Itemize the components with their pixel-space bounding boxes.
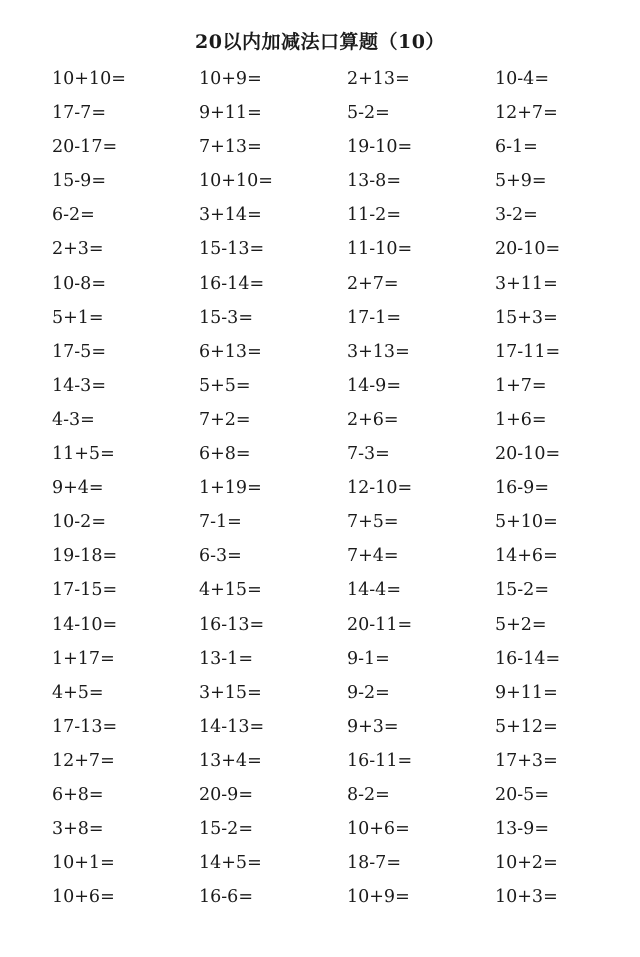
problem-item: 1+17= xyxy=(52,648,115,669)
problem-item: 1+19= xyxy=(199,478,262,499)
problem-grid xyxy=(52,62,612,914)
problem-item: 18-7= xyxy=(347,853,401,874)
problem-item: 1+6= xyxy=(495,409,547,430)
problem-item: 5+10= xyxy=(495,512,558,533)
problem-item: 5-2= xyxy=(347,103,390,124)
problem-item: 10+10= xyxy=(199,171,273,192)
problem-item: 6+8= xyxy=(52,784,104,805)
problem-item: 15-2= xyxy=(495,580,549,601)
problem-item: 16-11= xyxy=(347,750,413,771)
problem-item: 6-1= xyxy=(495,137,538,158)
problem-item: 13-1= xyxy=(199,648,253,669)
problem-item: 17-11= xyxy=(495,341,561,362)
problem-item: 17-1= xyxy=(347,307,401,328)
problem-item: 3+14= xyxy=(199,205,262,226)
problem-item: 17+3= xyxy=(495,750,558,771)
problem-item: 8-2= xyxy=(347,784,390,805)
problem-item: 7+13= xyxy=(199,137,262,158)
problem-item: 2+7= xyxy=(347,273,399,294)
problem-item: 9-1= xyxy=(347,648,390,669)
problem-item: 16-9= xyxy=(495,478,549,499)
problem-item: 3+8= xyxy=(52,819,104,840)
problem-item: 3+15= xyxy=(199,682,262,703)
problem-item: 16-14= xyxy=(495,648,561,669)
problem-item: 10-8= xyxy=(52,273,106,294)
problem-item: 2+3= xyxy=(52,239,104,260)
problem-item: 9+3= xyxy=(347,716,399,737)
problem-item: 10-2= xyxy=(52,512,106,533)
problem-item: 11-2= xyxy=(347,205,401,226)
problem-item: 14-13= xyxy=(199,716,265,737)
problem-item: 10+3= xyxy=(495,887,558,908)
problem-item: 3-2= xyxy=(495,205,538,226)
problem-item: 5+12= xyxy=(495,716,558,737)
problem-item: 20-9= xyxy=(199,784,253,805)
problem-item: 9+11= xyxy=(495,682,558,703)
problem-item: 13+4= xyxy=(199,750,262,771)
problem-item: 15-13= xyxy=(199,239,265,260)
problem-item: 9+11= xyxy=(199,103,262,124)
problem-item: 20-11= xyxy=(347,614,413,635)
problem-item: 20-5= xyxy=(495,784,549,805)
problem-item: 11+5= xyxy=(52,444,115,465)
problem-item: 5+9= xyxy=(495,171,547,192)
problem-item: 10+6= xyxy=(347,819,410,840)
problem-item: 3+13= xyxy=(347,341,410,362)
problem-item: 14+5= xyxy=(199,853,262,874)
problem-item: 6+8= xyxy=(199,444,251,465)
problem-item: 15-9= xyxy=(52,171,106,192)
problem-item: 11-10= xyxy=(347,239,413,260)
problem-item: 15-3= xyxy=(199,307,253,328)
problem-item: 6-2= xyxy=(52,205,95,226)
problem-item: 16-14= xyxy=(199,273,265,294)
problem-item: 14-4= xyxy=(347,580,401,601)
problem-item: 7-3= xyxy=(347,444,390,465)
problem-item: 4+5= xyxy=(52,682,104,703)
problem-item: 1+7= xyxy=(495,375,547,396)
problem-item: 12+7= xyxy=(52,750,115,771)
problem-item: 6+13= xyxy=(199,341,262,362)
problem-item: 17-5= xyxy=(52,341,106,362)
problem-item: 7+5= xyxy=(347,512,399,533)
problem-item: 10+10= xyxy=(52,69,126,89)
problem-item: 10+9= xyxy=(347,887,410,908)
problem-item: 15-2= xyxy=(199,819,253,840)
problem-item: 10+2= xyxy=(495,853,558,874)
problem-item: 20-10= xyxy=(495,239,561,260)
problem-item: 10-4= xyxy=(495,69,549,89)
problem-item: 9-2= xyxy=(347,682,390,703)
problem-item: 2+13= xyxy=(347,69,410,89)
worksheet-title: 20以内加减法口算题（10） xyxy=(195,31,445,53)
problem-item: 17-13= xyxy=(52,716,118,737)
problem-item: 19-18= xyxy=(52,546,118,567)
problem-item: 14+6= xyxy=(495,546,558,567)
problem-item: 7+4= xyxy=(347,546,399,567)
problem-item: 14-9= xyxy=(347,375,401,396)
problem-item: 19-10= xyxy=(347,137,413,158)
problem-item: 6-3= xyxy=(199,546,242,567)
problem-item: 3+11= xyxy=(495,273,558,294)
problem-item: 20-17= xyxy=(52,137,118,158)
problem-item: 5+1= xyxy=(52,307,104,328)
problem-item: 16-13= xyxy=(199,614,265,635)
problem-item: 4+15= xyxy=(199,580,262,601)
problem-item: 10+1= xyxy=(52,853,115,874)
problem-item: 14-10= xyxy=(52,614,118,635)
problem-item: 9+4= xyxy=(52,478,104,499)
problem-item: 10+6= xyxy=(52,887,115,908)
problem-item: 2+6= xyxy=(347,409,399,430)
problem-item: 10+9= xyxy=(199,69,262,89)
problem-item: 4-3= xyxy=(52,409,95,430)
problem-item: 13-8= xyxy=(347,171,401,192)
problem-item: 16-6= xyxy=(199,887,253,908)
problem-item: 17-7= xyxy=(52,103,106,124)
problem-item: 14-3= xyxy=(52,375,106,396)
problem-item: 7-1= xyxy=(199,512,242,533)
problem-item: 17-15= xyxy=(52,580,118,601)
problem-item: 12+7= xyxy=(495,103,558,124)
problem-item: 5+5= xyxy=(199,375,251,396)
problem-item: 7+2= xyxy=(199,409,251,430)
problem-item: 20-10= xyxy=(495,444,561,465)
problem-item: 13-9= xyxy=(495,819,549,840)
problem-item: 12-10= xyxy=(347,478,413,499)
problem-item: 5+2= xyxy=(495,614,547,635)
problem-item: 15+3= xyxy=(495,307,558,328)
